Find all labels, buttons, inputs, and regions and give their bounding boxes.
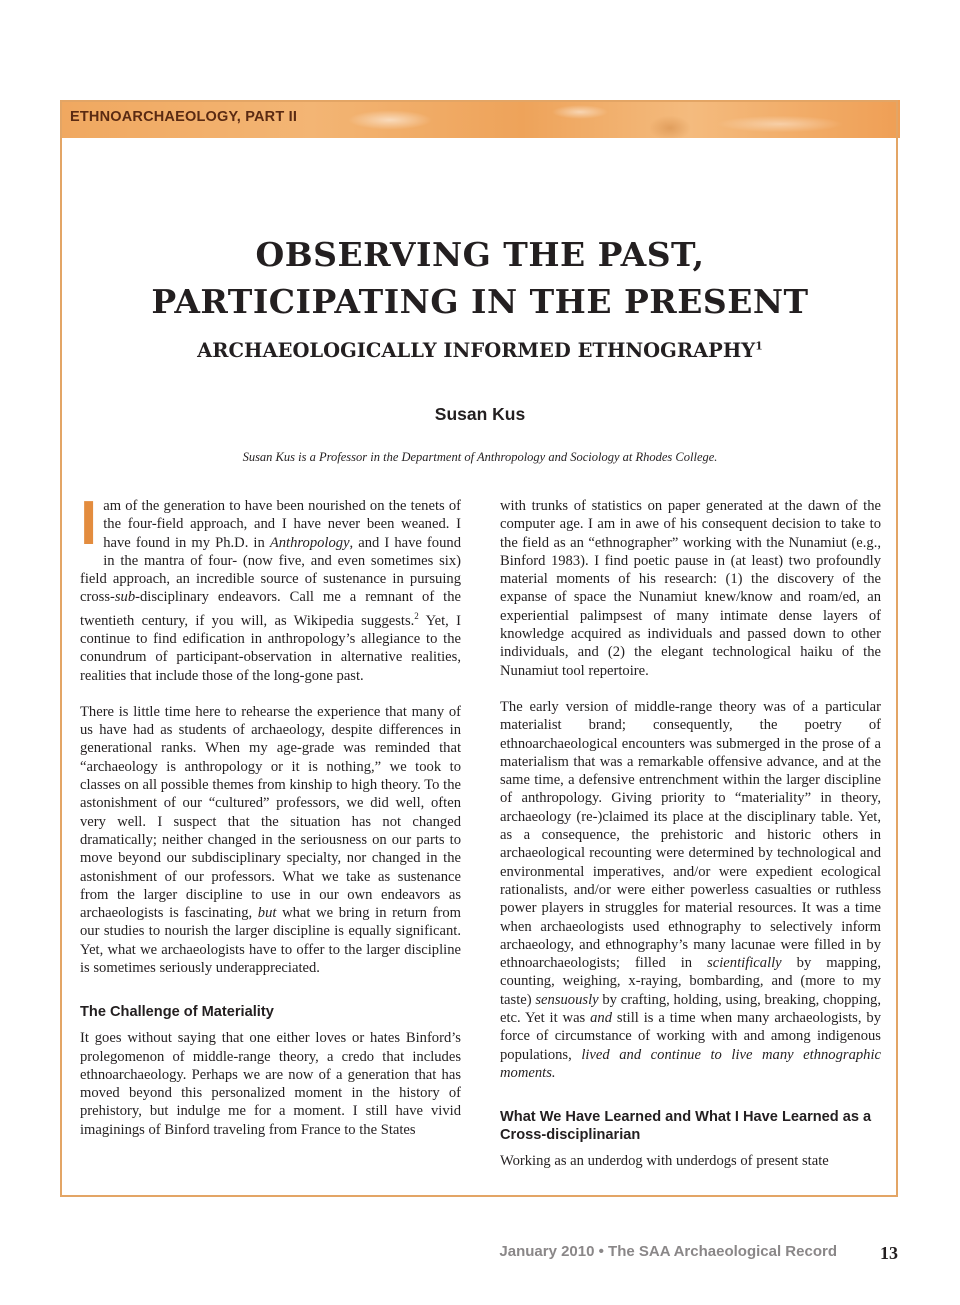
- emphasis: scientifically: [707, 955, 782, 972]
- subtitle-footnote-mark: 1: [755, 339, 763, 353]
- emphasis: but: [257, 905, 277, 922]
- text-run: by crafting, holding, using, breaking, chopping, etc. Yet it was: [500, 991, 881, 1027]
- article-title-line-2: PARTICIPATING IN THE PRESENT: [151, 282, 809, 321]
- text-run: by mapping, counting, weighing, x-raying, bombarding, and (more to my taste): [500, 955, 881, 1008]
- text-run: -disciplinary endeavors. Call me a remnant of the twentieth century, if you will, as Wikipedia suggests.: [80, 589, 461, 629]
- author-affiliation: Susan Kus is a Professor in the Department of Anthropology and Sociology at Rhodes College.: [242, 450, 718, 464]
- paragraph: [500, 698, 881, 1082]
- paragraph: [80, 489, 461, 685]
- text-run: still is a time when many archaeologists, by force of circumstance of working with and among indigenous populations,: [500, 1010, 881, 1063]
- page-number: 13: [880, 1243, 898, 1263]
- text-run: , and I have found in the mantra of four- (now five, and even sometimes six) field approach, an incredible source of sustenance in pursuing cross-: [80, 534, 461, 606]
- right-column: [500, 497, 881, 1189]
- subtitle-text: ARCHAEOLOGICALLY INFORMED ETHNOGRAPHY: [197, 339, 756, 362]
- drop-cap: I: [80, 489, 98, 558]
- emphasis: sub: [114, 589, 136, 606]
- text-run: There is little time here to rehearse the experience that many of us have had as students of archaeology, despite differences in generational ranks. When my age-grade was reminded that “archaeology is anthropology or it is nothing,” we took to classes on all possible themes from kinship to high theory. To the astonishment of our “cultured” professors, we did well, often very well. I suspect that the situation has not changed dramatically; neither changed in the seriousness on our parts to move beyond our subdisciplinary specialty, nor changed in the astonishment of our professors. What we take as sustenance from the larger discipline to use in our own endeavors as archaeologists is fascinating,: [80, 703, 461, 922]
- text-run: what we bring in return from our studies to nourish the larger discipline is equally significant. Yet, what we archaeologists have to offer to the larger discipline is sometimes seriously underappreciated.: [80, 905, 461, 976]
- emphasis: lived and continue to live many ethnographic moments.: [500, 1046, 881, 1081]
- text-run: The early version of middle-range theory was of a particular materialist brand; consequently, the poetry of ethnoarchaeological encounters was submerged in the prose of a materialism that was a remarkable offensive advance, and at the same time, a defensive entrenchment within the larger discipline of anthropology. Giving priority to “materiality” in theory, archaeology (re-)claimed its place at the disciplinary table. Yet, as a consequence, the prehistoric and historic others in archaeological recounting were determined by technological and environmental imperatives, and/or were expedient ecological rationalists, and/or were either powerless casualties or ruthless power players in struggles for material resources. It was a time when archaeologists used ethnography to selectively inform archaeology, and ethnography’s many lacunae were filled in by ethnoarchaeologists; filled in: [500, 698, 881, 972]
- section-heading: The Challenge of Materiality: [80, 1004, 274, 1021]
- text-run: Yet, I continue to find edification in anthropology’s allegiance to the conundrum of participant-observation in alternative realities, realities that include those of the long-gone past.: [80, 612, 461, 684]
- footnote-mark: 2: [414, 610, 419, 621]
- paragraph: with trunks of statistics on paper generated at the dawn of the computer age. I am in awe of his consequent decision to take to the field as an “ethnographer” working with the Nunamiut (e.g., Binford 1983). I find poetic pause in (at least) two profoundly material moments of his research: (1) the discovery of the expanse of space the Nunamiut knew/know and roam/ed, an experiential palimpsest of many intimate dense layers of knowledge acquired as individuals and passed down to other individuals, and (2) the elegant technological haiku of the Nunamiut tool repertoire.: [500, 498, 881, 679]
- emphasis: sensuously: [535, 991, 599, 1008]
- paragraph: [80, 703, 461, 977]
- section-heading: What We Have Learned and What I Have Learned as a Cross-disciplinarian: [500, 1109, 872, 1144]
- article-title-line-1: OBSERVING THE PAST,: [255, 235, 705, 274]
- paragraph: Working as an underdog with underdogs of present state: [500, 1153, 829, 1170]
- author-name: Susan Kus: [434, 404, 526, 424]
- paragraph: It goes without saying that one either loves or hates Binford’s prolegomenon of middle-range theory, a credo that includes ethnoarchaeology. Perhaps we are now of a generation that has moved beyond this personalized moment in the history of prehistory, but indulge me for a moment. I still have vivid imaginings of Binford traveling from France to the States: [80, 1030, 461, 1138]
- section-label: ETHNOARCHAEOLOGY, PART II: [70, 109, 298, 125]
- emphasis: Anthropology: [269, 534, 350, 551]
- left-column: [80, 489, 461, 1157]
- article-subtitle: [60, 339, 900, 362]
- emphasis: and: [590, 1010, 613, 1027]
- running-footer: January 2010 • The SAA Archaeological Record: [499, 1243, 837, 1260]
- text-run: am of the generation to have been nourished on the tenets of the four-field approach, and I have never been weaned. I have found in my Ph.D. in: [103, 498, 461, 551]
